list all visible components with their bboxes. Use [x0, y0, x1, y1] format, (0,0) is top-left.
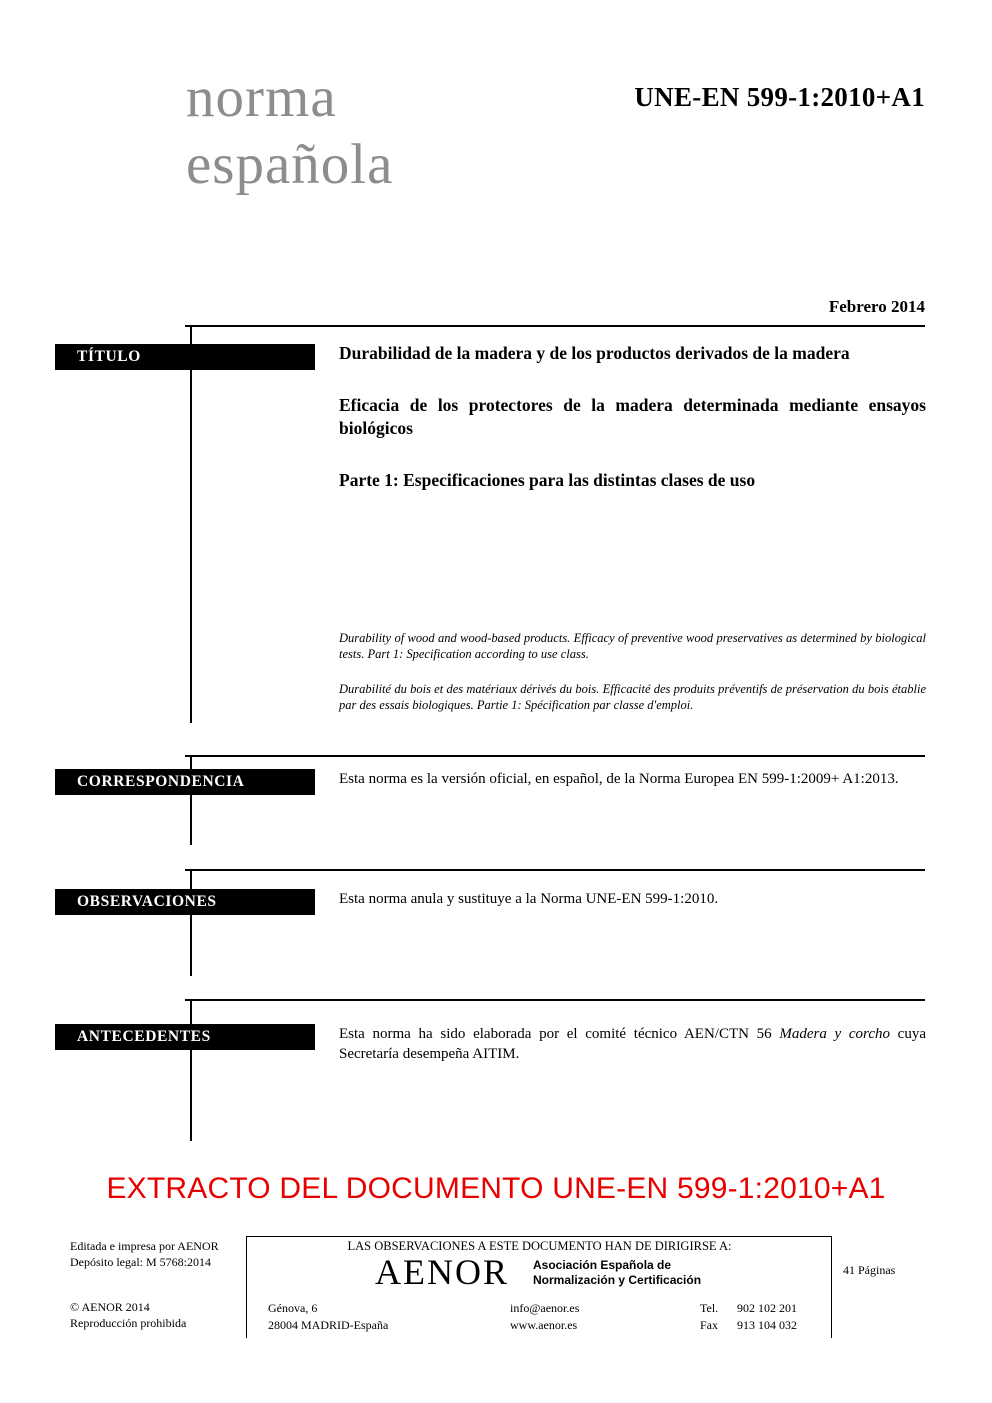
spine-antecedentes	[190, 999, 192, 1141]
footer-fax-label: Fax	[700, 1318, 718, 1332]
issue-date: Febrero 2014	[828, 297, 925, 316]
aenor-subtitle-line-2: Normalización y Certificación	[533, 1273, 702, 1287]
spine-titulo	[190, 325, 192, 723]
footer-left-top	[70, 1238, 219, 1270]
antecedentes-text-before: Esta norma ha sido elaborada por el comité técnico AEN/CTN 56	[339, 1026, 780, 1042]
footer-copyright: © AENOR 2014	[70, 1300, 150, 1314]
footer-tel-value: 902 102 201	[737, 1301, 797, 1315]
footer-page-count: 41 Páginas	[843, 1263, 896, 1277]
rule-top	[185, 325, 925, 327]
brand-line-1: norma	[186, 66, 337, 129]
antecedentes-text-italic: Madera y corcho	[779, 1026, 890, 1042]
antecedentes-label-box	[55, 1024, 315, 1050]
observaciones-label-box	[55, 889, 315, 915]
title-english: Durability of wood and wood-based products. Efficacy of preventive wood preservatives as determined by biological tests. Part 1: Specification according to use class.	[339, 631, 926, 661]
footer-tel-row	[700, 1300, 797, 1317]
antecedentes-text	[339, 1024, 926, 1064]
footer-publisher: Editada e impresa por AENOR	[70, 1239, 219, 1253]
footer-fax-value: 913 104 032	[737, 1318, 797, 1332]
footer-address-line-1: Génova, 6	[268, 1301, 318, 1315]
titulo-label: TÍTULO	[77, 348, 141, 365]
antecedentes-label: ANTECEDENTES	[77, 1028, 211, 1045]
footer-left-bottom	[70, 1299, 186, 1331]
brand-wordmark	[186, 64, 393, 198]
rule-correspondencia	[185, 755, 925, 757]
footer-address-line-2: 28004 MADRID-España	[268, 1318, 389, 1332]
title-paragraph-3: Parte 1: Especificaciones para las distintas clases de uso	[339, 470, 756, 490]
title-paragraph-2: Eficacia de los protectores de la madera determinada mediante ensayos biológicos	[339, 395, 926, 438]
correspondencia-label: CORRESPONDENCIA	[77, 773, 245, 790]
title-french: Durabilité du bois et des matériaux dérivés du bois. Efficacité des produits préventifs de préservation du bois établie par des essais biologiques. Partie 1: Spécification par classe d'emploi.	[339, 682, 926, 712]
title-block	[339, 342, 926, 521]
correspondencia-label-box	[55, 769, 315, 795]
rule-antecedentes	[185, 999, 925, 1001]
antecedentes-text-after: cuya Secretaría desempeña AITIM.	[339, 1026, 926, 1062]
correspondencia-text: Esta norma es la versión oficial, en español, de la Norma Europea EN 599-1:2009+ A1:2013.	[339, 771, 899, 787]
titulo-label-box	[55, 344, 315, 370]
footer-fax-row	[700, 1317, 797, 1334]
rule-observaciones	[185, 869, 925, 871]
footer-online	[510, 1300, 579, 1334]
footer-address	[268, 1300, 388, 1334]
footer-reproduction: Reproducción prohibida	[70, 1316, 187, 1330]
footer-notice: LAS OBSERVACIONES A ESTE DOCUMENTO HAN DE DIRIGIRSE A:	[347, 1239, 732, 1253]
aenor-subtitle	[533, 1258, 701, 1288]
aenor-subtitle-line-1: Asociación Española de	[533, 1258, 672, 1272]
aenor-wordmark: AENOR	[375, 1252, 509, 1292]
footer-web: www.aenor.es	[510, 1318, 578, 1332]
spine-observaciones	[190, 869, 192, 976]
observaciones-text: Esta norma anula y sustituye a la Norma UNE-EN 599-1:2010.	[339, 891, 719, 907]
footer-telfax	[700, 1300, 797, 1334]
footer-deposit: Depósito legal: M 5768:2014	[70, 1255, 211, 1269]
footer-email: info@aenor.es	[510, 1301, 580, 1315]
title-paragraph-1: Durabilidad de la madera y de los productos derivados de la madera	[339, 343, 850, 363]
brand-line-2: española	[186, 133, 394, 196]
document-code: UNE-EN 599-1:2010+A1	[634, 82, 925, 112]
footer-tel-label: Tel.	[700, 1301, 719, 1315]
observaciones-label: OBSERVACIONES	[77, 893, 217, 910]
extract-banner: EXTRACTO DEL DOCUMENTO UNE-EN 599-1:2010+A1	[106, 1172, 886, 1205]
footer-rule-top	[246, 1236, 832, 1237]
